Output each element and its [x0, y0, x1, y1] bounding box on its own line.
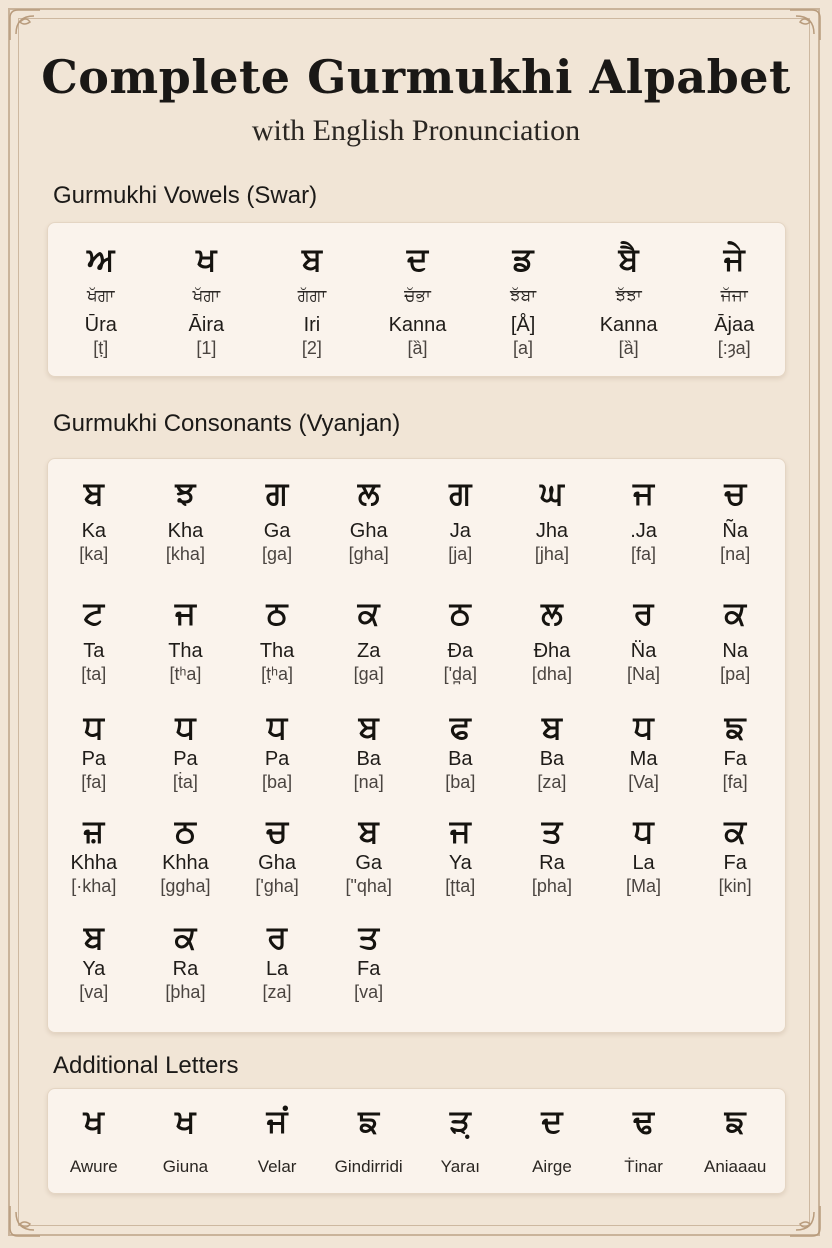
consonant-card: [323, 593, 415, 685]
pronunciation: [ṭʰa]: [261, 664, 294, 684]
consonant-card: [140, 917, 232, 1003]
consonant-card: [323, 707, 415, 793]
romanization: Ba: [448, 748, 473, 770]
gurmukhi-letter: ਬ: [83, 918, 104, 956]
romanization: La: [265, 958, 289, 980]
romanization: Velar: [257, 1157, 297, 1176]
additional-letter-card: [231, 1101, 323, 1179]
romanization: Kanna: [599, 314, 658, 336]
pronunciation: [ʹd̪a]: [443, 664, 478, 684]
gurmukhi-letter: ਧ: [633, 708, 654, 746]
vowels-panel: [47, 222, 786, 377]
gurmukhi-letter: ਦ: [406, 240, 429, 278]
gurmukhi-letter: ਲ: [357, 474, 380, 512]
pronunciation: [za]: [537, 772, 567, 792]
romanization: Ba: [356, 748, 381, 770]
letter-name: ਜੱਜਾ: [720, 286, 748, 306]
gurmukhi-letter: ੜ਼: [449, 1102, 471, 1140]
additional-letter-card: [598, 1101, 690, 1179]
vowels-heading: Gurmukhi Vowels (Swar): [53, 182, 318, 209]
pronunciation: [va]: [354, 982, 384, 1002]
consonant-card: [48, 811, 140, 897]
consonant-card: [689, 473, 781, 565]
consonant-card: [598, 811, 690, 897]
gurmukhi-letter: ਚ: [724, 474, 746, 512]
romanization: Jha: [535, 520, 569, 542]
gurmukhi-letter: ਚ: [266, 812, 288, 850]
additional-letter-card: [140, 1101, 232, 1179]
pronunciation: [Va]: [628, 772, 659, 792]
vowel-grid: [48, 223, 785, 376]
pronunciation: [a]: [513, 338, 534, 358]
romanization: La: [632, 852, 655, 874]
gurmukhi-letter: ਧ: [83, 708, 104, 746]
romanization: Ña: [722, 520, 748, 542]
consonant-card: [415, 707, 507, 793]
romanization: Gha: [258, 852, 296, 874]
additional-letter-card: [689, 1101, 781, 1179]
consonant-card: [140, 707, 232, 793]
additional-letter-card: [415, 1101, 507, 1179]
gurmukhi-letter: ਬ: [358, 708, 379, 746]
gurmukhi-letter: ਜੇ: [723, 240, 745, 278]
pronunciation: [ga]: [353, 664, 384, 684]
gurmukhi-letter: ਧ: [633, 812, 654, 850]
consonant-card: [689, 811, 781, 897]
gurmukhi-letter: ਫ: [449, 708, 471, 746]
vowel-card: [681, 239, 787, 359]
consonant-card: [140, 811, 232, 897]
pronunciation: [ggha]: [160, 876, 211, 896]
additional-letter-card: [506, 1101, 598, 1179]
consonant-card: [323, 917, 415, 1003]
letter-name: ਝੱਝਾ: [615, 286, 642, 306]
gurmukhi-letter: ਤ: [358, 918, 379, 956]
consonant-card: [506, 473, 598, 565]
romanization: Ūra: [84, 314, 117, 336]
romanization: Awure: [69, 1157, 118, 1176]
romanization: Ra: [172, 958, 199, 980]
gurmukhi-letter: ਜ: [174, 594, 196, 632]
pronunciation: [dha]: [531, 664, 572, 684]
pronunciation: [ȁ]: [407, 338, 428, 358]
romanization: Ka: [81, 520, 107, 542]
consonant-card: [415, 593, 507, 685]
pronunciation: [tʰa]: [169, 664, 202, 684]
consonant-card: [231, 707, 323, 793]
pronunciation: [ba]: [445, 772, 476, 792]
pronunciation: [1]: [196, 338, 217, 358]
consonant-card: [231, 473, 323, 565]
pronunciation: [fa]: [631, 544, 657, 564]
romanization: Kha: [167, 520, 204, 542]
gurmukhi-letter: ਗ: [449, 474, 472, 512]
gurmukhi-letter: ਰ: [633, 594, 654, 632]
romanization: Ya: [82, 958, 106, 980]
romanization: Ga: [355, 852, 383, 874]
gurmukhi-letter: ਦ: [541, 1102, 563, 1140]
consonant-card: [598, 593, 690, 685]
gurmukhi-letter: ਡ: [512, 240, 534, 278]
pronunciation: [jha]: [534, 544, 569, 564]
consonant-card: [231, 917, 323, 1003]
romanization: Ra: [539, 852, 565, 874]
consonant-card: [415, 811, 507, 897]
consonant-card: [231, 811, 323, 897]
romanization: Āira: [188, 314, 225, 336]
pronunciation: [pha]: [531, 876, 572, 896]
consonant-card: [598, 707, 690, 793]
gurmukhi-letter: ਜਂ: [266, 1102, 288, 1140]
romanization: Pa: [173, 748, 198, 770]
letter-name: ਗੱਗਾ: [297, 286, 327, 306]
additional-panel: [47, 1088, 786, 1194]
romanization: Tha: [168, 640, 203, 662]
pronunciation: [ṫa]: [172, 772, 198, 792]
consonant-grid: [48, 459, 785, 1032]
pronunciation: [þha]: [165, 982, 206, 1002]
gurmukhi-letter: ਘ: [540, 474, 564, 512]
additional-letter-card: [48, 1101, 140, 1179]
consonant-card: [231, 593, 323, 685]
gurmukhi-letter: ਙ: [358, 1102, 380, 1140]
pronunciation: [kin]: [718, 876, 752, 896]
pronunciation: [ga]: [262, 544, 293, 564]
vowel-card: [576, 239, 682, 359]
gurmukhi-letter: ਜ: [449, 812, 471, 850]
consonant-card: [506, 707, 598, 793]
consonant-card: [323, 473, 415, 565]
consonant-card: [48, 707, 140, 793]
page-title: Complete Gurmukhi Alpabet: [41, 50, 791, 104]
romanization: Kanna: [388, 314, 447, 336]
gurmukhi-letter: ਝ: [175, 474, 196, 512]
pronunciation: [fa]: [722, 772, 748, 792]
pronunciation: [Na]: [627, 664, 661, 684]
romanization: Fa: [723, 748, 747, 770]
romanization: Na: [722, 640, 748, 662]
romanization: Đha: [533, 640, 571, 662]
consonant-card: [506, 593, 598, 685]
gurmukhi-letter: ਕ: [174, 918, 197, 956]
romanization: Iri: [303, 314, 321, 336]
pronunciation: [na]: [353, 772, 384, 792]
gurmukhi-letter: ਖ: [175, 1102, 196, 1140]
pronunciation: [2]: [301, 338, 322, 358]
pronunciation: [ʺqha]: [345, 876, 392, 896]
page-subtitle: with English Pronunciation: [251, 114, 581, 147]
romanization: Ja: [449, 520, 471, 542]
gurmukhi-letter: ਤ: [541, 812, 563, 850]
romanization: Gha: [349, 520, 388, 542]
corner-ornament-icon: [788, 1204, 822, 1238]
romanization: Yaraı: [440, 1157, 480, 1176]
gurmukhi-letter: ਙ: [724, 708, 746, 746]
consonant-card: [689, 593, 781, 685]
gurmukhi-letter: ਕ: [724, 812, 747, 850]
gurmukhi-letter: ਧ: [266, 708, 288, 746]
pronunciation: [ȁ]: [618, 338, 639, 358]
romanization: Ya: [448, 852, 472, 874]
pronunciation: [ta]: [81, 664, 107, 684]
gurmukhi-letter: ਅ: [87, 240, 115, 278]
gurmukhi-letter: ਬ: [83, 474, 104, 512]
consonant-card: [48, 473, 140, 565]
gurmukhi-letter: ਜ਼: [83, 812, 105, 850]
gurmukhi-letter: ਬੈ: [618, 240, 639, 278]
vowel-card: [48, 239, 154, 359]
letter-name: ਚੱਭਾ: [404, 286, 431, 306]
pronunciation: [·kha]: [71, 876, 117, 896]
pronunciation: [ʈta]: [445, 876, 476, 896]
romanization: Ma: [629, 748, 658, 770]
vowel-card: [470, 239, 576, 359]
consonant-card: [140, 593, 232, 685]
romanization: Ba: [539, 748, 565, 770]
gurmukhi-letter: ਜ: [633, 474, 655, 512]
pronunciation: [pa]: [720, 664, 751, 684]
consonants-panel: [47, 458, 786, 1033]
vowel-card: [365, 239, 471, 359]
vowel-card: [259, 239, 365, 359]
additional-letter-card: [323, 1101, 415, 1179]
consonant-card: [415, 473, 507, 565]
pronunciation: [Ma]: [626, 876, 662, 896]
gurmukhi-letter: ਗ: [265, 474, 289, 512]
gurmukhi-letter: ਠ: [449, 594, 471, 632]
romanization: Gindirridi: [334, 1157, 403, 1176]
gurmukhi-letter: ਕ: [724, 594, 747, 632]
gurmukhi-letter: ਧ: [175, 708, 196, 746]
gurmukhi-letter: ਬ: [301, 240, 322, 278]
vowel-card: [154, 239, 260, 359]
consonant-card: [598, 473, 690, 565]
pronunciation: [fa]: [81, 772, 107, 792]
corner-ornament-icon: [8, 1204, 42, 1238]
consonant-card: [140, 473, 232, 565]
romanization: Airge: [532, 1157, 572, 1176]
romanization: Tha: [259, 640, 295, 662]
gurmukhi-letter: ਬ: [541, 708, 562, 746]
letter-name: ਖੱਗਾ: [192, 286, 221, 306]
consonant-card: [506, 811, 598, 897]
pronunciation: [ja]: [448, 544, 473, 564]
gurmukhi-letter: ਖ: [196, 240, 217, 278]
pronunciation: [kha]: [165, 544, 205, 564]
gurmukhi-letter: ਲ: [541, 594, 563, 632]
romanization: Ga: [263, 520, 291, 542]
gurmukhi-letter: ਰ: [267, 918, 287, 956]
consonants-heading: Gurmukhi Consonants (Vyanjan): [53, 410, 401, 437]
romanization: Pa: [81, 748, 107, 770]
gurmukhi-letter: ਟ: [83, 594, 105, 632]
romanization: N̈a: [630, 640, 657, 662]
pronunciation: [ʹgha]: [255, 876, 299, 896]
consonant-card: [48, 593, 140, 685]
pronunciation: [va]: [79, 982, 109, 1002]
gurmukhi-letter: ਬ: [358, 812, 379, 850]
romanization: Ājaa: [714, 314, 755, 336]
romanization: Fa: [723, 852, 747, 874]
romanization: .Ja: [630, 520, 657, 542]
gurmukhi-letter: ਙ: [724, 1102, 746, 1140]
additional-grid: [48, 1089, 785, 1193]
romanization: Aniaaau: [703, 1157, 767, 1176]
pronunciation: [gha]: [348, 544, 389, 564]
pronunciation: [ṭ]: [93, 338, 109, 358]
gurmukhi-letter: ਠ: [266, 594, 288, 632]
romanization: Ṫinar: [624, 1157, 663, 1176]
corner-ornament-icon: [788, 8, 822, 42]
romanization: Đa: [447, 640, 474, 662]
romanization: Khha: [162, 852, 209, 874]
consonant-card: [323, 811, 415, 897]
gurmukhi-letter: ਢ: [633, 1102, 655, 1140]
additional-heading: Additional Letters: [53, 1052, 239, 1079]
pronunciation: [:ȝa]: [717, 338, 751, 358]
romanization: Khha: [70, 852, 118, 874]
pronunciation: [na]: [720, 544, 751, 564]
romanization: [Å]: [510, 314, 536, 336]
letter-name: ਝੱਬਾ: [509, 286, 537, 306]
pronunciation: [ba]: [262, 772, 293, 792]
romanization: Ta: [83, 640, 105, 662]
gurmukhi-letter: ਖ: [83, 1102, 104, 1140]
consonant-card: [689, 707, 781, 793]
romanization: Za: [357, 640, 381, 662]
romanization: Giuna: [162, 1157, 209, 1176]
letter-name: ਖੱਗਾ: [87, 286, 115, 306]
consonant-card: [48, 917, 140, 1003]
pronunciation: [ka]: [79, 544, 109, 564]
corner-ornament-icon: [8, 8, 42, 42]
romanization: Pa: [264, 748, 290, 770]
gurmukhi-letter: ਕ: [357, 594, 380, 632]
gurmukhi-letter: ਠ: [174, 812, 196, 850]
pronunciation: [za]: [262, 982, 292, 1002]
romanization: Fa: [357, 958, 381, 980]
